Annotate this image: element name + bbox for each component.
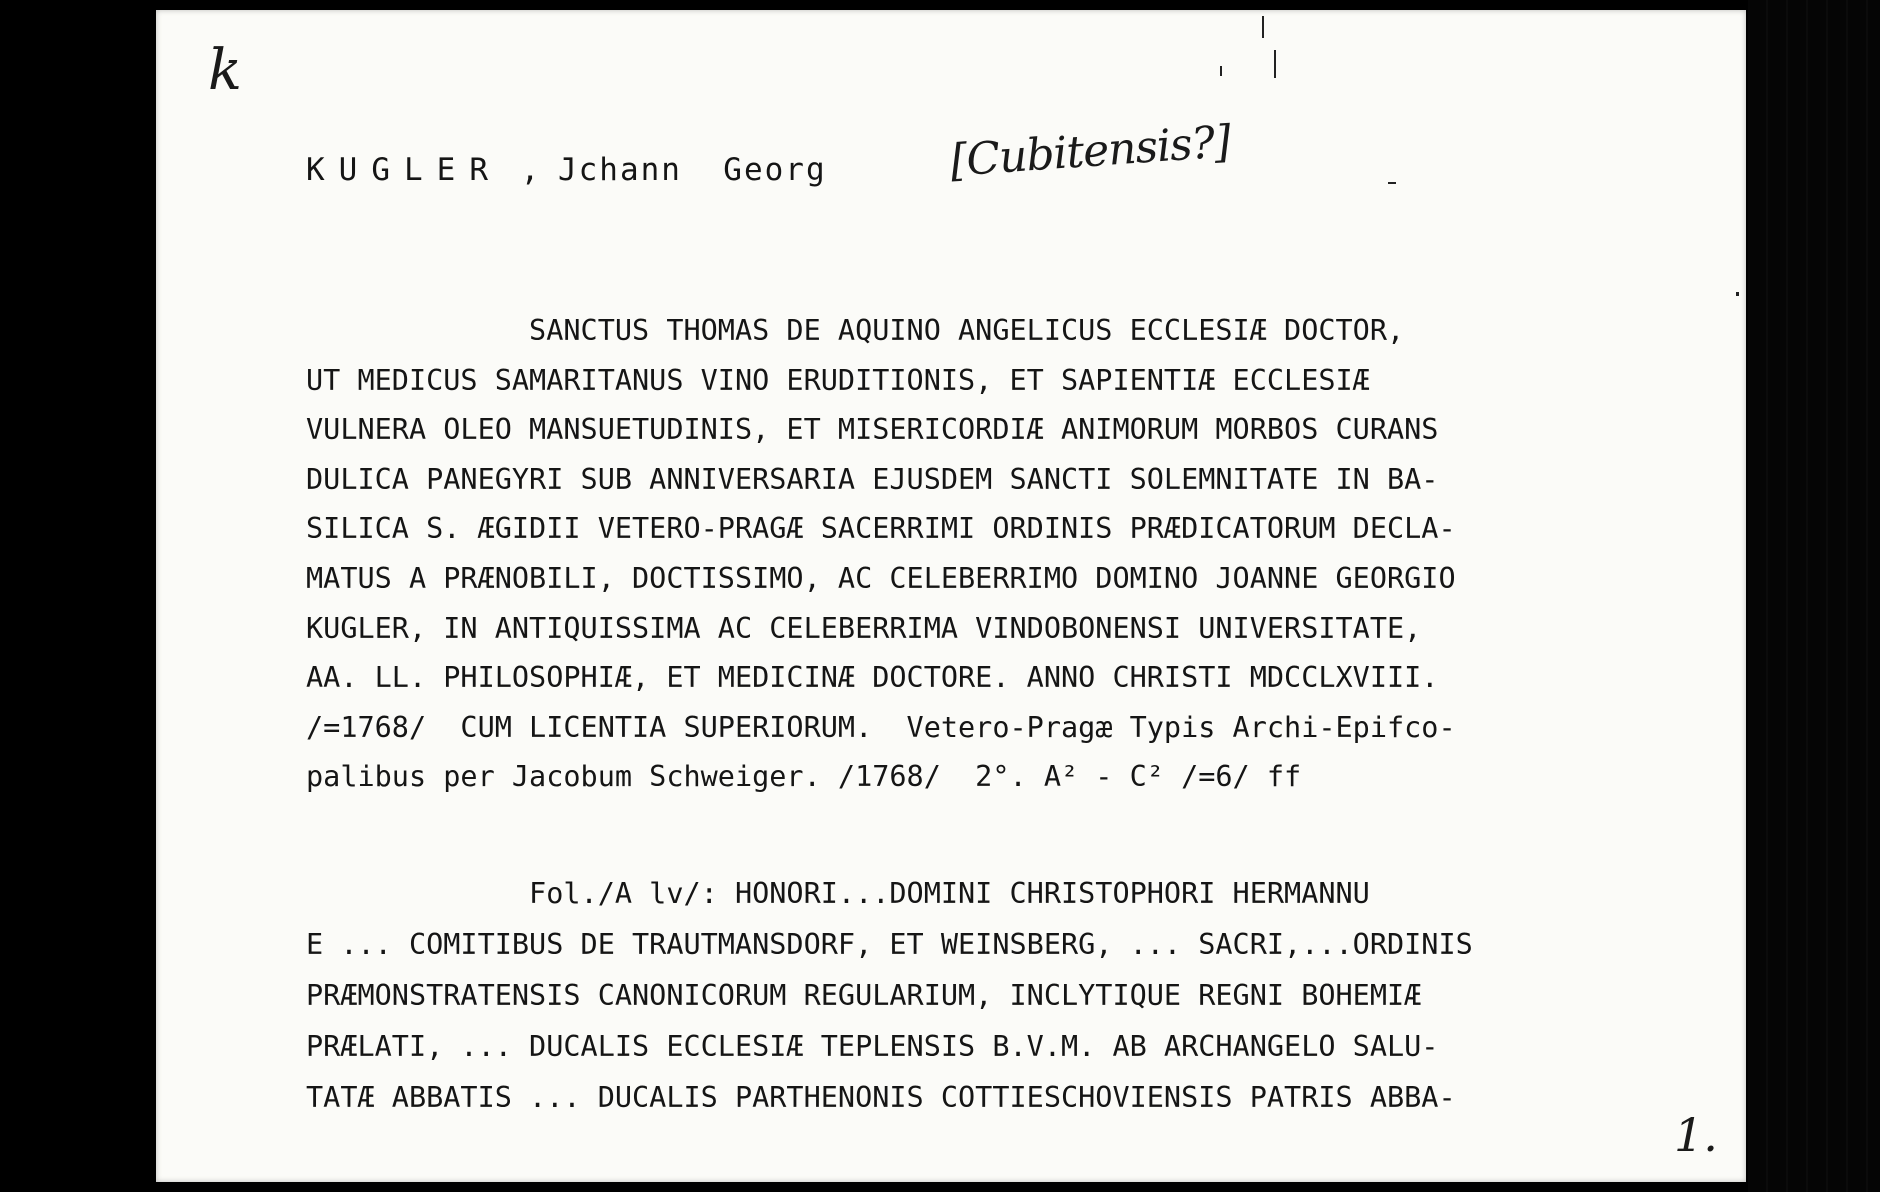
author-surname: KUGLER bbox=[306, 152, 502, 188]
title-line: /=1768/ CUM LICENTIA SUPERIORUM. Vetero-Pragæ Typis Archi-Epifco- bbox=[306, 710, 1456, 744]
title-line: palibus per Jacobum Schweiger. /1768/ 2°. A² - C² /=6/ ff bbox=[306, 760, 1302, 794]
scan-speck bbox=[1274, 50, 1276, 78]
handwritten-bottom-mark: 1. bbox=[1674, 1108, 1718, 1162]
title-line: VULNERA OLEO MANSUETUDINIS, ET MISERICORDIÆ ANIMORUM MORBOS CURANS bbox=[306, 413, 1439, 447]
title-description bbox=[306, 306, 1456, 802]
note-line: E ... COMITIBUS DE TRAUTMANSDORF, ET WEINSBERG, ... SACRI,...ORDINIS bbox=[306, 928, 1473, 961]
heading-separator: , bbox=[501, 152, 558, 188]
handwritten-bracket-note: [Cubitensis?] bbox=[948, 116, 1232, 187]
title-line: AA. LL. PHILOSOPHIÆ, ET MEDICINÆ DOCTORE. ANNO CHRISTI MDCCLXVIII. bbox=[306, 661, 1439, 695]
folio-note bbox=[306, 868, 1473, 1123]
title-line: UT MEDICUS SAMARITANUS VINO ERUDITIONIS, ET SAPIENTIÆ ECCLESIÆ bbox=[306, 363, 1370, 397]
note-line: TATÆ ABBATIS ... DUCALIS PARTHENONIS COTTIESCHOVIENSIS PATRIS ABBA- bbox=[306, 1081, 1456, 1114]
handwritten-corner-mark: k bbox=[208, 38, 242, 103]
title-line: SANCTUS THOMAS DE AQUINO ANGELICUS ECCLESIÆ DOCTOR, bbox=[306, 314, 1405, 347]
title-line: DULICA PANEGYRI SUB ANNIVERSARIA EJUSDEM SANCTI SOLEMNITATE IN BA- bbox=[306, 462, 1439, 496]
scan-speck bbox=[1388, 182, 1396, 184]
scan-speck bbox=[1736, 292, 1739, 296]
note-line: PRÆMONSTRATENSIS CANONICORUM REGULARIUM, INCLYTIQUE REGNI BOHEMIÆ bbox=[306, 979, 1422, 1012]
scan-speck bbox=[1220, 66, 1222, 76]
note-line: PRÆLATI, ... DUCALIS ECCLESIÆ TEPLENSIS B.V.M. AB ARCHANGELO SALU- bbox=[306, 1030, 1439, 1063]
catalog-card bbox=[156, 10, 1746, 1182]
title-line: MATUS A PRÆNOBILI, DOCTISSIMO, AC CELEBERRIMO DOMINO JOANNE GEORGIO bbox=[306, 561, 1456, 595]
title-line: SILICA S. ÆGIDII VETERO-PRAGÆ SACERRIMI ORDINIS PRÆDICATORUM DECLA- bbox=[306, 512, 1456, 546]
title-line: KUGLER, IN ANTIQUISSIMA AC CELEBERRIMA VINDOBONENSI UNIVERSITATE, bbox=[306, 611, 1422, 645]
note-line: Fol./A lv/: HONORI...DOMINI CHRISTOPHORI HERMANNU bbox=[306, 877, 1370, 910]
author-given-names: Jchann Georg bbox=[557, 152, 827, 188]
film-edge-strip bbox=[1748, 0, 1880, 1192]
card-heading bbox=[306, 152, 827, 188]
scan-speck bbox=[1262, 16, 1264, 38]
